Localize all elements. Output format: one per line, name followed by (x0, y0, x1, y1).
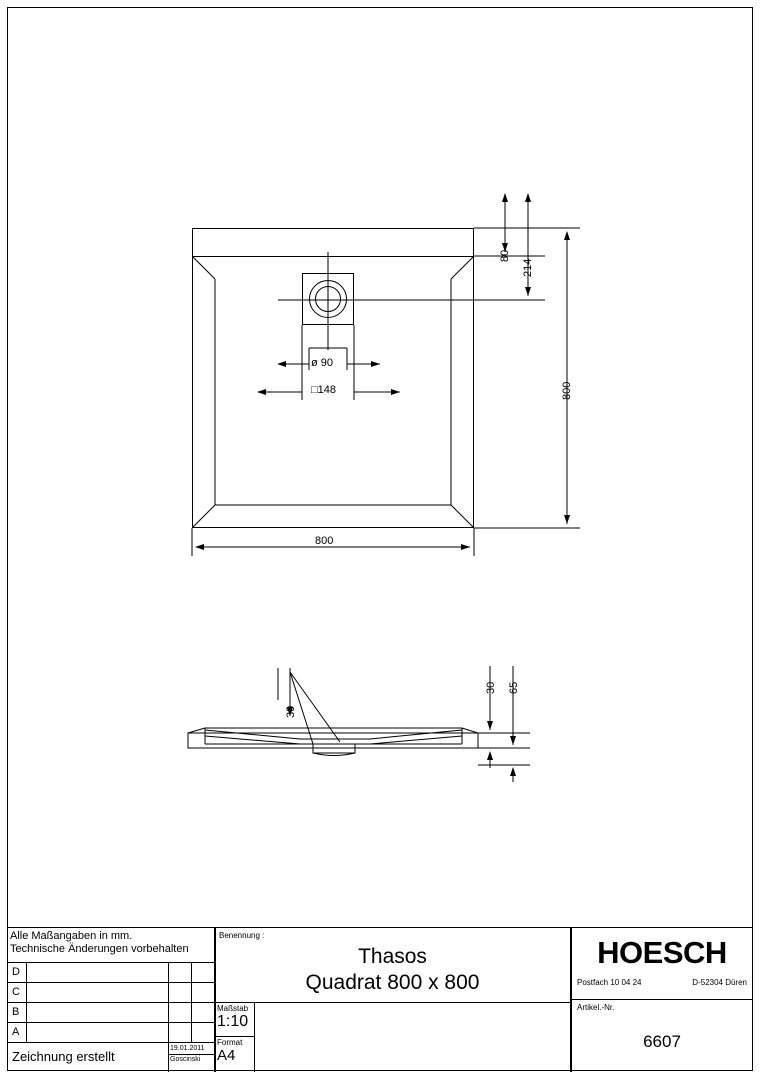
revision-date-a (169, 1023, 192, 1043)
brand-address-cell (571, 976, 753, 1000)
revision-letter-a: A (12, 1026, 20, 1038)
address-pobox: Postfach 10 04 24 (577, 978, 642, 987)
artikel-label: Artikel.-Nr. (577, 1003, 615, 1012)
dim-section-right-lower: 65 (508, 681, 520, 694)
product-variant: Quadrat 800 x 800 (305, 971, 480, 994)
revision-date-d (169, 963, 192, 983)
revision-name-a (192, 1023, 215, 1043)
revision-date-c (169, 983, 192, 1003)
created-cell (7, 1043, 169, 1072)
revision-letter-d: D (12, 966, 20, 978)
tb-divider-2 (571, 928, 572, 1072)
dim-tray-width: 800 (315, 535, 334, 547)
revision-letter-c: C (12, 986, 20, 998)
revision-letter-a-cell (7, 1023, 27, 1043)
format-label: Format (217, 1038, 243, 1047)
title-block (7, 927, 753, 1071)
created-date: 19.01.2011 (170, 1045, 205, 1052)
scale-cell (215, 1003, 255, 1037)
dim-section-right-upper: 30 (485, 681, 497, 694)
blank-cell (255, 1003, 571, 1072)
revision-letter-d-cell (7, 963, 27, 983)
benennung-label: Benennung : (219, 931, 265, 940)
revision-date-b (169, 1003, 192, 1023)
dim-drain-offset-top: 80 (499, 249, 511, 262)
revision-name-c (192, 983, 215, 1003)
dim-drain-center-top: 214 (522, 258, 534, 277)
created-label: Zeichnung erstellt (12, 1049, 115, 1064)
format-value: A4 (217, 1047, 236, 1064)
dim-tray-height: 800 (561, 381, 573, 400)
scale-label: Maßstab (217, 1004, 249, 1013)
dim-drain-square: □148 (311, 384, 336, 396)
scale-value: 1:10 (217, 1013, 249, 1030)
brand-cell (571, 928, 753, 976)
artikel-value: 6607 (643, 1032, 681, 1051)
revision-desc-a (27, 1023, 169, 1043)
revision-name-d (192, 963, 215, 983)
notes-line-1: Alle Maßangaben in mm. (10, 930, 133, 942)
address-city: D-52304 Düren (692, 978, 747, 987)
revision-letter-b-cell (7, 1003, 27, 1023)
notes-line-2: Technische Änderungen vorbehalten (10, 943, 189, 955)
revision-desc-c (27, 983, 169, 1003)
dim-section-left: 30 (285, 705, 297, 718)
created-meta-cell (169, 1043, 215, 1072)
revision-name-b (192, 1003, 215, 1023)
dim-drain-diameter: ø 90 (311, 357, 334, 369)
artikel-cell (571, 1000, 753, 1072)
benennung-cell (215, 928, 571, 1003)
format-cell (215, 1037, 255, 1072)
brand-logo: HOESCH (597, 935, 727, 970)
notes-cell (7, 928, 215, 963)
tb-divider-1 (215, 928, 216, 1072)
revision-letter-c-cell (7, 983, 27, 1003)
created-by: Goscinski (170, 1056, 201, 1063)
revision-letter-b: B (12, 1006, 20, 1018)
revision-desc-d (27, 963, 169, 983)
product-name: Thasos (358, 945, 427, 968)
revision-desc-b (27, 1003, 169, 1023)
